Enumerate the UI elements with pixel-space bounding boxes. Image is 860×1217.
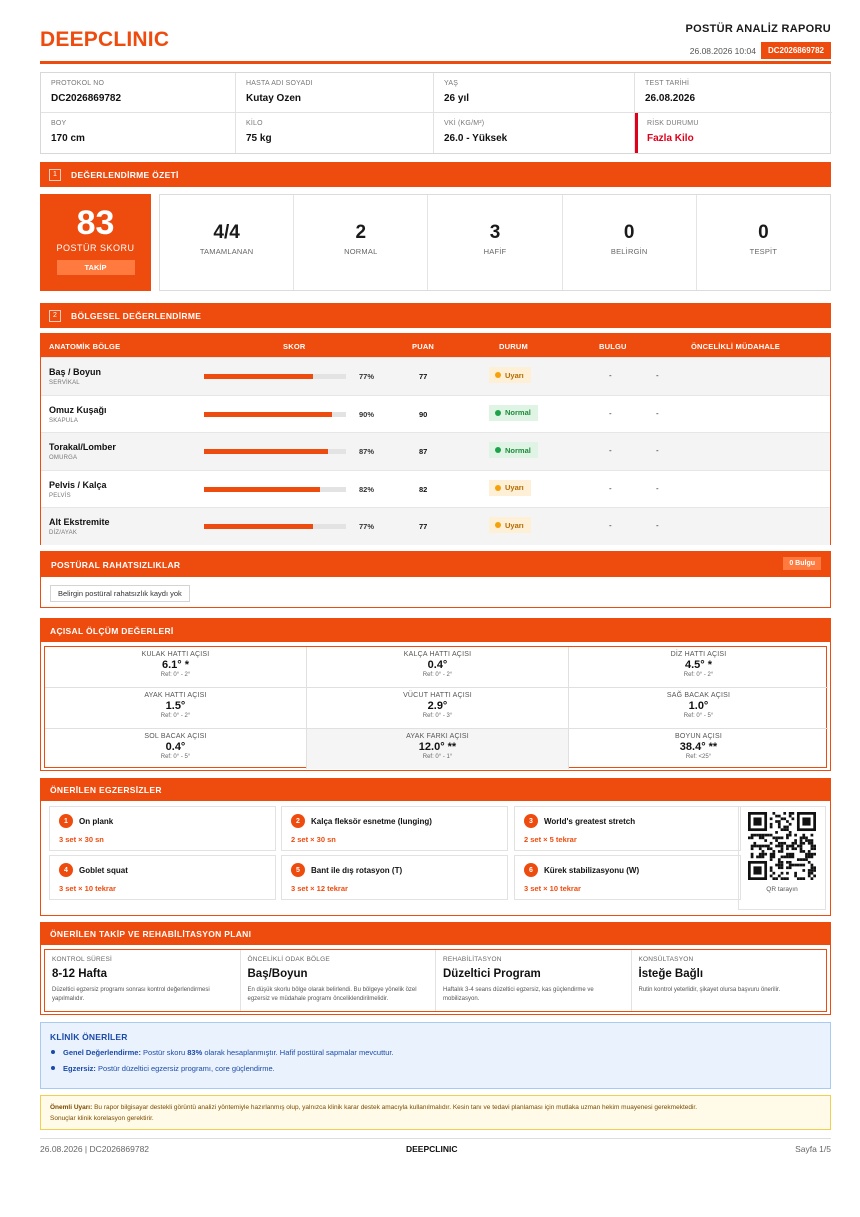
- angle-name: AYAK HATTI AÇISI: [144, 692, 207, 699]
- finding-cell: -: [609, 483, 612, 493]
- column-header: ÖNCELİKLİ MÜDAHALE: [691, 342, 781, 351]
- section-title: BÖLGESEL DEĞERLENDİRME: [71, 310, 202, 321]
- angle-cell: [307, 647, 569, 688]
- table-body: [41, 357, 830, 545]
- status-badge: [489, 517, 531, 533]
- exercise-number: 3: [524, 814, 538, 828]
- column-header: PUAN: [412, 342, 435, 351]
- field-value: 26 yıl: [444, 93, 470, 104]
- score-bar: [204, 412, 346, 417]
- angle-name: KALÇA HATTI AÇISI: [403, 651, 472, 658]
- score-bar-fill: [204, 449, 328, 454]
- status-text: Uyarı: [505, 370, 524, 380]
- patient-field: [434, 113, 635, 153]
- column-header: DURUM: [499, 342, 528, 351]
- report-page: [40, 22, 831, 1154]
- angle-value: 2.9°: [427, 700, 448, 712]
- exercises-panel: [40, 778, 831, 916]
- posture-score-value: 83: [76, 204, 115, 242]
- qr-label: QR tarayın: [766, 886, 798, 893]
- score-bar: [204, 487, 346, 492]
- section-title: DEĞERLENDİRME ÖZETİ: [71, 169, 179, 180]
- postural-complaints-panel: [40, 551, 831, 608]
- exercise-card: [49, 806, 276, 851]
- score-points: 77: [419, 372, 428, 381]
- region-name: Alt Ekstremite: [49, 517, 110, 528]
- exercises-title: ÖNERİLEN EGZERSİZLER: [41, 779, 830, 801]
- patient-field: [236, 73, 434, 113]
- angle-cell: [45, 729, 307, 769]
- exercise-sets: 3 set × 12 tekrar: [291, 884, 348, 893]
- action-cell: -: [656, 446, 659, 456]
- complaints-header: [41, 552, 830, 577]
- angle-cell: [569, 729, 828, 769]
- exercise-sets: 3 set × 30 sn: [59, 835, 104, 844]
- plan-value: İsteğe Bağlı: [638, 968, 704, 980]
- regional-table: [40, 333, 831, 545]
- angle-ref: Ref: 0° - 1°: [422, 754, 453, 760]
- action-cell: -: [656, 408, 659, 418]
- brand-logo: DEEPCLINIC: [40, 28, 170, 51]
- stat-label: HAFİF: [483, 247, 507, 256]
- angle-ref: Ref: 0° - 2°: [160, 672, 191, 678]
- finding-cell: -: [609, 521, 612, 531]
- status-dot-icon: [495, 447, 501, 453]
- clinical-key: Egzersiz:: [63, 1064, 96, 1073]
- field-label: TEST TARİHİ: [645, 80, 690, 87]
- score-bar: [204, 449, 346, 454]
- patient-info-grid: [40, 72, 831, 154]
- exercise-name: Kalça fleksör esnetme (lunging): [311, 817, 432, 826]
- column-header: BULGU: [599, 342, 627, 351]
- rehab-plan-panel: [40, 922, 831, 1015]
- status-dot-icon: [495, 522, 501, 528]
- risk-value: Fazla Kilo: [647, 133, 694, 144]
- score-bar-fill: [204, 487, 320, 492]
- stat-completed: [160, 195, 294, 290]
- angle-cell: [45, 688, 307, 729]
- action-cell: -: [656, 483, 659, 493]
- angle-name: KULAK HATTI AÇISI: [141, 651, 210, 658]
- column-header: SKOR: [283, 342, 306, 351]
- field-label: PROTOKOL NO: [51, 80, 105, 87]
- angular-measurements-panel: [40, 618, 831, 771]
- score-status-tag: TAKİP: [57, 260, 135, 275]
- clinical-text: Postür düzeltici egzersiz programı, core güçlendirme.: [95, 1064, 275, 1073]
- no-complaints-chip: Belirgin postüral rahatsızlık kaydı yok: [50, 585, 190, 602]
- angle-value: 1.5°: [165, 700, 186, 712]
- stat-label: NORMAL: [344, 247, 378, 256]
- stat-normal: [294, 195, 428, 290]
- region-name: Torakal/Lomber: [49, 442, 116, 453]
- section-regional-header: [40, 303, 831, 328]
- summary-panel: [40, 194, 831, 291]
- clinical-key: Genel Değerlendirme:: [63, 1048, 141, 1057]
- disclaimer-box: [40, 1095, 831, 1130]
- plan-desc: En düşük skorlu bölge olarak belirlendi. Bu bölgeye yönelik özel egzersiz ve müdahale programı önceliklendirilmelidir.: [247, 987, 417, 1003]
- angle-ref: Ref: 0° - 5°: [683, 713, 714, 719]
- exercise-name: Kürek stabilizasyonu (W): [544, 866, 640, 875]
- clinical-text: olarak hesaplanmıştır. Hafif postüral sapmalar mevcuttur.: [202, 1048, 394, 1057]
- section-number: 1: [49, 169, 61, 181]
- region-subtitle: OMURGA: [49, 455, 78, 462]
- posture-score-card: [40, 194, 151, 291]
- exercise-card: [514, 806, 741, 851]
- exercise-sets: 2 set × 30 sn: [291, 835, 336, 844]
- stat-marked: [563, 195, 697, 290]
- plan-desc: Rutin kontrol yeterlidir, şikayet olursa başvuru önerilir.: [638, 987, 781, 993]
- angle-value: 6.1° *: [161, 659, 190, 671]
- angle-cell: [307, 729, 569, 769]
- angle-name: DİZ HATTI AÇISI: [670, 651, 727, 658]
- field-label: BOY: [51, 120, 67, 127]
- score-points: 87: [419, 447, 428, 457]
- table-header: [41, 334, 830, 357]
- qr-code-box[interactable]: [738, 806, 826, 910]
- posture-score-label: POSTÜR SKORU: [56, 243, 135, 253]
- region-subtitle: PELVİS: [49, 492, 71, 499]
- angle-value: 38.4° **: [679, 741, 718, 753]
- patient-field: [41, 73, 236, 113]
- field-label: VKİ (KG/M²): [444, 120, 485, 127]
- plan-item: [45, 950, 241, 1011]
- status-dot-icon: [495, 410, 501, 416]
- stat-label: TESPİT: [749, 247, 778, 256]
- angle-value: 1.0°: [688, 700, 709, 712]
- stat-value: 0: [758, 222, 769, 243]
- footer-left: 26.08.2026 | DC2026869782: [40, 1144, 150, 1154]
- report-datetime: 26.08.2026 10:04: [689, 45, 756, 56]
- status-badge: [489, 480, 531, 496]
- angle-value: 4.5° *: [684, 659, 713, 671]
- stat-label: TAMAMLANAN: [199, 247, 254, 256]
- qr-code-icon: [748, 812, 816, 880]
- exercise-card: [281, 806, 508, 851]
- plan-label: KONTROL SÜRESİ: [52, 956, 112, 963]
- stat-detected: [697, 195, 830, 290]
- angle-value: 0.4°: [165, 741, 186, 753]
- header-meta: [685, 42, 831, 59]
- footer-divider: [40, 1138, 831, 1139]
- finding-cell: -: [609, 446, 612, 456]
- table-row: [41, 470, 830, 508]
- plan-item: [241, 950, 437, 1011]
- report-code-badge: DC2026869782: [761, 42, 831, 59]
- plan-grid: [44, 949, 827, 1012]
- status-text: Uyarı: [505, 483, 524, 493]
- region-name: Omuz Kuşağı: [49, 404, 107, 415]
- field-value: DC2026869782: [51, 93, 122, 104]
- report-title: POSTÜR ANALİZ RAPORU: [685, 23, 831, 35]
- plan-item: [632, 950, 827, 1011]
- disclaimer-line-2: Sonuçlar klinik korelasyon gerektirir.: [50, 1115, 154, 1122]
- angle-value: 12.0° **: [418, 741, 457, 753]
- field-value: 26.08.2026: [645, 93, 696, 104]
- angle-name: SOL BACAK AÇISI: [144, 733, 207, 740]
- angle-ref: Ref: 0° - 5°: [160, 754, 191, 760]
- risk-status-field: [635, 113, 832, 153]
- exercise-sets: 3 set × 10 tekrar: [524, 884, 581, 893]
- plan-label: ÖNCELİKLİ ODAK BÖLGE: [247, 956, 330, 963]
- exercise-sets: 3 set × 10 tekrar: [59, 884, 116, 893]
- angle-ref: Ref: 0° - 3°: [422, 713, 453, 719]
- score-points: 90: [419, 409, 428, 419]
- patient-field: [434, 73, 635, 113]
- stat-mild: [428, 195, 562, 290]
- clinical-list: [63, 1048, 394, 1080]
- score-bar-fill: [204, 524, 313, 529]
- table-row: [41, 507, 830, 545]
- exercise-name: World's greatest stretch: [544, 817, 636, 826]
- exercise-number: 4: [59, 863, 73, 877]
- plan-label: REHABİLİTASYON: [443, 956, 502, 963]
- field-label: KİLO: [246, 120, 263, 127]
- exercise-card: [281, 855, 508, 900]
- section-number: 2: [49, 310, 61, 322]
- score-bar-fill: [204, 374, 313, 379]
- score-percent: 87%: [359, 447, 375, 457]
- plan-value: Düzeltici Program: [443, 968, 541, 980]
- field-value: 170 cm: [51, 133, 85, 144]
- angle-cell: [307, 688, 569, 729]
- angle-ref: Ref: 0° - 2°: [160, 713, 191, 719]
- angle-cell: [569, 647, 828, 688]
- status-badge: [489, 405, 538, 421]
- summary-stats: [159, 194, 831, 291]
- field-label: RİSK DURUMU: [647, 120, 699, 127]
- score-bar: [204, 374, 346, 379]
- clinical-highlight: 83%: [187, 1048, 203, 1057]
- stat-value: 2: [355, 222, 367, 243]
- exercise-name: Goblet squat: [79, 866, 128, 875]
- table-row: [41, 357, 830, 395]
- clinical-item: [63, 1064, 394, 1073]
- disclaimer-line: [50, 1104, 697, 1111]
- score-percent: 77%: [359, 522, 375, 532]
- region-subtitle: DİZ/AYAK: [49, 530, 78, 537]
- exercise-number: 6: [524, 863, 538, 877]
- region-name: Pelvis / Kalça: [49, 479, 107, 490]
- exercise-card: [49, 855, 276, 900]
- angle-cell: [45, 647, 307, 688]
- exercise-sets: 2 set × 5 tekrar: [524, 835, 577, 844]
- region-subtitle: SKAPULA: [49, 417, 79, 424]
- exercise-number: 2: [291, 814, 305, 828]
- section-summary-header: [40, 162, 831, 187]
- patient-field: [41, 113, 236, 153]
- footer-brand: DEEPCLINIC: [406, 1144, 458, 1154]
- angle-cell: [569, 688, 828, 729]
- field-value: Kutay Ozen: [246, 93, 302, 104]
- header-right: [685, 22, 831, 59]
- score-bar-fill: [204, 412, 332, 417]
- region-name: Baş / Boyun: [49, 367, 102, 377]
- plan-desc: Haftalık 3-4 seans düzeltici egzersiz, kas güçlendirme ve mobilizasyon.: [443, 987, 594, 1003]
- stat-value: 4/4: [213, 222, 240, 243]
- disclaimer-key: Önemli Uyarı:: [50, 1104, 93, 1111]
- clinical-text: Postür skoru: [140, 1048, 188, 1057]
- table-row: [41, 395, 830, 433]
- plan-label: KONSÜLTASYON: [638, 956, 694, 963]
- exercise-number: 5: [291, 863, 305, 877]
- score-percent: 90%: [359, 409, 375, 419]
- field-label: YAŞ: [444, 80, 459, 87]
- status-badge: [489, 367, 531, 383]
- clinical-title: KLİNİK ÖNERİLER: [50, 1032, 128, 1042]
- complaints-title: POSTÜRAL RAHATSIZLIKLAR: [51, 560, 181, 570]
- patient-field: [236, 113, 434, 153]
- patient-field: [635, 73, 832, 113]
- exercise-card: [514, 855, 741, 900]
- findings-count-badge: 0 Bulgu: [783, 557, 821, 570]
- angle-name: VÜCUT HATTI AÇISI: [403, 692, 472, 699]
- status-text: Uyarı: [505, 520, 524, 530]
- region-subtitle: SERVİKAL: [49, 380, 80, 386]
- status-text: Normal: [505, 445, 531, 455]
- status-badge: [489, 442, 538, 458]
- status-dot-icon: [495, 485, 501, 491]
- finding-cell: -: [609, 371, 612, 380]
- score-points: 77: [419, 522, 428, 532]
- field-value: 26.0 - Yüksek: [444, 133, 508, 144]
- score-bar: [204, 524, 346, 529]
- column-header: ANATOMİK BÖLGE: [49, 342, 121, 351]
- angle-value: 0.4°: [427, 659, 448, 671]
- angle-ref: Ref: 0° - 2°: [683, 672, 714, 678]
- field-value: 75 kg: [246, 133, 272, 144]
- exercise-name: On plank: [79, 817, 114, 826]
- stat-label: BELİRGİN: [610, 247, 648, 256]
- score-points: 82: [419, 484, 428, 494]
- angles-title: AÇISAL ÖLÇÜM DEĞERLERİ: [41, 619, 830, 642]
- plan-desc: Düzeltici egzersiz programı sonrası kontrol değerlendirmesi yapılmalıdır.: [52, 987, 210, 1003]
- status-dot-icon: [495, 372, 501, 378]
- report-header: [40, 22, 831, 62]
- angle-name: SAĞ BACAK AÇISI: [666, 692, 731, 699]
- stat-value: 3: [489, 222, 501, 243]
- angle-name: AYAK FARKI AÇISI: [406, 733, 469, 740]
- angle-ref: Ref: <25°: [685, 754, 712, 760]
- exercise-number: 1: [59, 814, 73, 828]
- angle-name: BOYUN AÇISI: [675, 733, 722, 740]
- stat-value: 0: [623, 222, 635, 243]
- score-percent: 82%: [359, 484, 375, 494]
- action-cell: -: [656, 521, 659, 531]
- score-percent: 77%: [359, 372, 375, 381]
- field-label: HASTA ADI SOYADI: [246, 80, 313, 87]
- plan-value: 8-12 Hafta: [52, 968, 107, 980]
- page-number: Sayfa 1/5: [795, 1144, 831, 1154]
- finding-cell: -: [609, 408, 612, 418]
- disclaimer-text: Bu rapor bilgisayar destekli görüntü analizi yöntemiyle hazırlanmış olup, yalnızca klinik karar destek amacıyla kullanılmalıdır. Kesin tanı ve tedavi planlaması için mutlaka uzman hekim muayenesi gerekmektedir.: [92, 1104, 698, 1111]
- angles-grid: [44, 646, 827, 768]
- clinical-item: [63, 1048, 394, 1057]
- clinical-recommendations: [40, 1022, 831, 1089]
- action-cell: -: [656, 371, 659, 380]
- plan-title: ÖNERİLEN TAKİP VE REHABİLİTASYON PLANI: [41, 923, 830, 945]
- plan-value: Baş/Boyun: [247, 968, 308, 980]
- angle-ref: Ref: 0° - 2°: [422, 672, 453, 678]
- status-text: Normal: [505, 408, 531, 418]
- exercise-name: Bant ile dış rotasyon (T): [311, 866, 403, 875]
- plan-item: [436, 950, 632, 1011]
- table-row: [41, 432, 830, 470]
